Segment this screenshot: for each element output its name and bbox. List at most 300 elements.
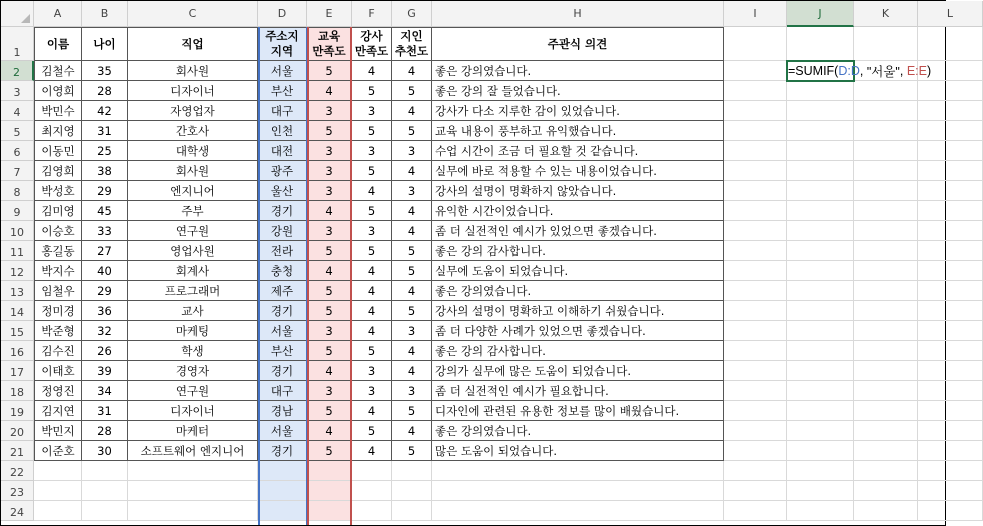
header-age[interactable]: 나이 [82,27,128,61]
cell-age[interactable]: 28 [82,421,128,441]
column-header-b[interactable]: B [82,1,128,27]
cell-job[interactable]: 교사 [128,301,258,321]
grid-cell[interactable] [918,101,983,121]
grid-cell[interactable] [787,341,854,361]
cell-comment[interactable]: 교육 내용이 풍부하고 유익했습니다. [432,121,724,141]
cell-inst[interactable]: 3 [352,101,392,121]
row-header-1[interactable]: 1 [1,27,34,61]
cell-comment[interactable]: 실무에 바로 적용할 수 있는 내용이었습니다. [432,161,724,181]
cell-region[interactable]: 인천 [258,121,307,141]
cell-job[interactable]: 자영업자 [128,101,258,121]
grid-cell[interactable] [724,281,787,301]
cell-age[interactable]: 28 [82,81,128,101]
cell-region[interactable]: 부산 [258,341,307,361]
grid-cell[interactable] [82,481,128,501]
cell-rec[interactable]: 4 [392,341,432,361]
cell-name[interactable]: 박민수 [34,101,82,121]
grid-cell[interactable] [432,461,724,481]
cell-rec[interactable]: 3 [392,321,432,341]
cell-rec[interactable]: 5 [392,261,432,281]
row-header-2[interactable]: 2 [1,61,34,81]
grid-cell[interactable] [918,361,983,381]
row-header-16[interactable]: 16 [1,341,34,361]
grid-cell[interactable] [432,501,724,521]
grid-cell[interactable] [918,481,983,501]
column-header-g[interactable]: G [392,1,432,27]
cell-inst[interactable]: 4 [352,281,392,301]
grid-cell[interactable] [918,441,983,461]
grid-cell[interactable] [34,481,82,501]
cell-edu[interactable]: 5 [307,121,352,141]
grid-cell[interactable] [258,481,307,501]
grid-cell[interactable] [352,481,392,501]
column-header-c[interactable]: C [128,1,258,27]
cell-comment[interactable]: 좋은 강의였습니다. [432,281,724,301]
row-header-15[interactable]: 15 [1,321,34,341]
grid-cell[interactable] [918,241,983,261]
cell-rec[interactable]: 4 [392,61,432,81]
cell-inst[interactable]: 4 [352,181,392,201]
column-header-l[interactable]: L [918,1,983,27]
cell-age[interactable]: 39 [82,361,128,381]
cell-age[interactable]: 29 [82,181,128,201]
grid-cell[interactable] [787,501,854,521]
grid-cell[interactable] [854,341,918,361]
cell-edu[interactable]: 3 [307,221,352,241]
cell-rec[interactable]: 3 [392,181,432,201]
column-header-a[interactable]: A [34,1,82,27]
row-header-10[interactable]: 10 [1,221,34,241]
cell-job[interactable]: 마케팅 [128,321,258,341]
grid-cell[interactable] [724,401,787,421]
cell-age[interactable]: 34 [82,381,128,401]
cell-edu[interactable]: 5 [307,341,352,361]
header-job[interactable]: 직업 [128,27,258,61]
cell-region[interactable]: 서울 [258,421,307,441]
cell-comment[interactable]: 수업 시간이 조금 더 필요할 것 같습니다. [432,141,724,161]
grid-cell[interactable] [724,81,787,101]
row-header-4[interactable]: 4 [1,101,34,121]
row-header-24[interactable]: 24 [1,501,34,521]
cell-edu[interactable]: 5 [307,241,352,261]
cell-name[interactable]: 김지연 [34,401,82,421]
cell-comment[interactable]: 강사가 다소 지루한 감이 있었습니다. [432,101,724,121]
cell-edu[interactable]: 4 [307,421,352,441]
cell-comment[interactable]: 유익한 시간이었습니다. [432,201,724,221]
column-header-k[interactable]: K [854,1,918,27]
cell-rec[interactable]: 4 [392,281,432,301]
grid-cell[interactable] [918,321,983,341]
grid-cell[interactable] [854,321,918,341]
cell-comment[interactable]: 좋은 강의 감사합니다. [432,241,724,261]
grid-cell[interactable] [787,81,854,101]
grid-cell[interactable] [724,201,787,221]
cell-comment[interactable]: 좋은 강의 감사합니다. [432,341,724,361]
cell-region[interactable]: 제주 [258,281,307,301]
grid-cell[interactable] [432,481,724,501]
cell-job[interactable]: 디자이너 [128,81,258,101]
grid-cell[interactable] [787,381,854,401]
formula-edit[interactable] [788,61,931,81]
grid-cell[interactable] [128,501,258,521]
grid-cell[interactable] [34,501,82,521]
cell-name[interactable]: 박준형 [34,321,82,341]
grid-cell[interactable] [918,421,983,441]
grid-cell[interactable] [918,341,983,361]
cell-job[interactable]: 마케터 [128,421,258,441]
cell-job[interactable]: 엔지니어 [128,181,258,201]
grid-cell[interactable] [918,27,983,61]
cell-name[interactable]: 이승호 [34,221,82,241]
cell-job[interactable]: 회사원 [128,161,258,181]
cell-region[interactable]: 광주 [258,161,307,181]
grid-cell[interactable] [854,141,918,161]
cell-inst[interactable]: 5 [352,241,392,261]
grid-cell[interactable] [854,381,918,401]
cell-name[interactable]: 임철우 [34,281,82,301]
grid-cell[interactable] [787,241,854,261]
row-header-17[interactable]: 17 [1,361,34,381]
grid-cell[interactable] [854,241,918,261]
grid-cell[interactable] [34,461,82,481]
cell-age[interactable]: 38 [82,161,128,181]
header-edu-satisfaction[interactable] [307,27,352,61]
grid-cell[interactable] [128,481,258,501]
cell-job[interactable]: 회사원 [128,61,258,81]
grid-cell[interactable] [854,421,918,441]
cell-job[interactable]: 간호사 [128,121,258,141]
cell-rec[interactable]: 5 [392,241,432,261]
cell-name[interactable]: 이동민 [34,141,82,161]
row-header-13[interactable]: 13 [1,281,34,301]
cell-age[interactable]: 35 [82,61,128,81]
cell-region[interactable]: 경기 [258,361,307,381]
cell-comment[interactable]: 좋은 강의였습니다. [432,61,724,81]
cell-comment[interactable]: 디자인에 관련된 유용한 정보를 많이 배웠습니다. [432,401,724,421]
cell-region[interactable]: 경남 [258,401,307,421]
cell-edu[interactable]: 4 [307,261,352,281]
grid-cell[interactable] [918,401,983,421]
grid-cell[interactable] [854,281,918,301]
row-header-20[interactable]: 20 [1,421,34,441]
cell-name[interactable]: 홍길동 [34,241,82,261]
cell-name[interactable]: 박지수 [34,261,82,281]
row-header-7[interactable]: 7 [1,161,34,181]
cell-name[interactable]: 박민지 [34,421,82,441]
grid-cell[interactable] [724,121,787,141]
cell-region[interactable]: 경기 [258,441,307,461]
column-header-j[interactable]: J [787,1,854,27]
grid-cell[interactable] [787,321,854,341]
grid-cell[interactable] [724,241,787,261]
grid-cell[interactable] [724,461,787,481]
cell-edu[interactable]: 3 [307,101,352,121]
cell-name[interactable]: 최지영 [34,121,82,141]
cell-name[interactable]: 김영희 [34,161,82,181]
grid-cell[interactable] [854,101,918,121]
cell-region[interactable]: 대구 [258,101,307,121]
grid-cell[interactable] [854,27,918,61]
grid-cell[interactable] [787,101,854,121]
cell-job[interactable]: 영업사원 [128,241,258,261]
row-header-14[interactable]: 14 [1,301,34,321]
grid-cell[interactable] [724,261,787,281]
grid-cell[interactable] [307,481,352,501]
cell-rec[interactable]: 4 [392,221,432,241]
cell-inst[interactable]: 5 [352,121,392,141]
spreadsheet-grid[interactable] [1,1,954,525]
grid-cell[interactable] [258,501,307,521]
cell-inst[interactable]: 4 [352,261,392,281]
cell-comment[interactable]: 좀 더 실전적인 예시가 필요합니다. [432,381,724,401]
cell-rec[interactable]: 5 [392,441,432,461]
row-header-3[interactable]: 3 [1,81,34,101]
grid-cell[interactable] [918,81,983,101]
grid-cell[interactable] [787,481,854,501]
cell-inst[interactable]: 5 [352,81,392,101]
grid-cell[interactable] [854,181,918,201]
grid-cell[interactable] [724,321,787,341]
row-header-19[interactable]: 19 [1,401,34,421]
cell-comment[interactable]: 강사의 설명이 명확하지 않았습니다. [432,181,724,201]
cell-region[interactable]: 울산 [258,181,307,201]
grid-cell[interactable] [918,381,983,401]
row-header-22[interactable]: 22 [1,461,34,481]
cell-inst[interactable]: 3 [352,221,392,241]
grid-cell[interactable] [724,441,787,461]
cell-edu[interactable]: 3 [307,381,352,401]
cell-job[interactable]: 소프트웨어 엔지니어 [128,441,258,461]
grid-cell[interactable] [724,361,787,381]
cell-comment[interactable]: 강사의 설명이 명확하고 이해하기 쉬웠습니다. [432,301,724,321]
cell-rec[interactable]: 5 [392,121,432,141]
cell-edu[interactable]: 5 [307,281,352,301]
cell-inst[interactable]: 4 [352,401,392,421]
cell-comment[interactable]: 좋은 강의였습니다. [432,421,724,441]
column-header-i[interactable]: I [724,1,787,27]
grid-cell[interactable] [918,161,983,181]
header-recommendation[interactable] [392,27,432,61]
cell-inst[interactable]: 5 [352,161,392,181]
grid-cell[interactable] [352,461,392,481]
cell-job[interactable]: 대학생 [128,141,258,161]
grid-cell[interactable] [918,201,983,221]
grid-cell[interactable] [918,221,983,241]
row-header-6[interactable]: 6 [1,141,34,161]
cell-rec[interactable]: 5 [392,401,432,421]
grid-cell[interactable] [787,161,854,181]
cell-rec[interactable]: 5 [392,301,432,321]
cell-region[interactable]: 대전 [258,141,307,161]
grid-cell[interactable] [854,221,918,241]
cell-edu[interactable]: 5 [307,301,352,321]
cell-region[interactable]: 서울 [258,321,307,341]
cell-age[interactable]: 42 [82,101,128,121]
cell-region[interactable]: 경기 [258,201,307,221]
grid-cell[interactable] [724,181,787,201]
grid-cell[interactable] [854,301,918,321]
cell-age[interactable]: 32 [82,321,128,341]
cell-comment[interactable]: 좀 더 다양한 사례가 있었으면 좋겠습니다. [432,321,724,341]
grid-cell[interactable] [307,501,352,521]
cell-rec[interactable]: 4 [392,161,432,181]
grid-cell[interactable] [787,181,854,201]
cell-job[interactable]: 연구원 [128,381,258,401]
grid-cell[interactable] [918,121,983,141]
grid-cell[interactable] [918,301,983,321]
grid-cell[interactable] [854,441,918,461]
cell-name[interactable]: 정미경 [34,301,82,321]
cell-age[interactable]: 29 [82,281,128,301]
cell-age[interactable]: 27 [82,241,128,261]
grid-cell[interactable] [82,501,128,521]
grid-cell[interactable] [854,501,918,521]
row-header-21[interactable]: 21 [1,441,34,461]
grid-cell[interactable] [787,421,854,441]
cell-region[interactable]: 서울 [258,61,307,81]
grid-cell[interactable] [787,27,854,61]
cell-region[interactable]: 경기 [258,301,307,321]
cell-name[interactable]: 이태호 [34,361,82,381]
cell-age[interactable]: 25 [82,141,128,161]
cell-name[interactable]: 김수진 [34,341,82,361]
cell-job[interactable]: 회계사 [128,261,258,281]
row-header-5[interactable]: 5 [1,121,34,141]
cell-age[interactable]: 33 [82,221,128,241]
grid-cell[interactable] [724,27,787,61]
row-header-18[interactable]: 18 [1,381,34,401]
cell-region[interactable]: 강원 [258,221,307,241]
cell-rec[interactable]: 4 [392,101,432,121]
cell-job[interactable]: 주부 [128,201,258,221]
column-header-e[interactable]: E [307,1,352,27]
header-name[interactable]: 이름 [34,27,82,61]
grid-cell[interactable] [787,121,854,141]
cell-inst[interactable]: 5 [352,421,392,441]
cell-age[interactable]: 40 [82,261,128,281]
header-comment[interactable]: 주관식 의견 [432,27,724,61]
cell-name[interactable]: 정영진 [34,381,82,401]
column-header-f[interactable]: F [352,1,392,27]
cell-name[interactable]: 박성호 [34,181,82,201]
cell-name[interactable]: 김철수 [34,61,82,81]
grid-cell[interactable] [787,221,854,241]
grid-cell[interactable] [724,221,787,241]
grid-cell[interactable] [854,261,918,281]
header-region[interactable] [258,27,307,61]
cell-inst[interactable]: 3 [352,361,392,381]
row-header-12[interactable]: 12 [1,261,34,281]
cell-edu[interactable]: 5 [307,401,352,421]
cell-inst[interactable]: 3 [352,381,392,401]
cell-age[interactable]: 31 [82,401,128,421]
grid-cell[interactable] [854,201,918,221]
grid-cell[interactable] [392,481,432,501]
cell-region[interactable]: 전라 [258,241,307,261]
cell-job[interactable]: 디자이너 [128,401,258,421]
cell-age[interactable]: 30 [82,441,128,461]
grid-cell[interactable] [918,181,983,201]
grid-cell[interactable] [918,461,983,481]
cell-edu[interactable]: 4 [307,201,352,221]
cell-rec[interactable]: 5 [392,81,432,101]
cell-name[interactable]: 이준호 [34,441,82,461]
cell-inst[interactable]: 4 [352,61,392,81]
cell-job[interactable]: 연구원 [128,221,258,241]
grid-cell[interactable] [918,501,983,521]
grid-cell[interactable] [724,101,787,121]
cell-rec[interactable]: 3 [392,381,432,401]
column-header-h[interactable]: H [432,1,724,27]
cell-rec[interactable]: 3 [392,141,432,161]
grid-cell[interactable] [724,301,787,321]
grid-cell[interactable] [128,461,258,481]
grid-cell[interactable] [724,381,787,401]
cell-region[interactable]: 충청 [258,261,307,281]
cell-region[interactable]: 부산 [258,81,307,101]
row-header-11[interactable]: 11 [1,241,34,261]
cell-name[interactable]: 이영희 [34,81,82,101]
cell-inst[interactable]: 4 [352,301,392,321]
select-all-corner[interactable] [1,1,34,27]
row-header-8[interactable]: 8 [1,181,34,201]
grid-cell[interactable] [854,481,918,501]
column-header-d[interactable]: D [258,1,307,27]
cell-rec[interactable]: 4 [392,201,432,221]
grid-cell[interactable] [854,81,918,101]
cell-edu[interactable]: 4 [307,81,352,101]
cell-age[interactable]: 31 [82,121,128,141]
cell-comment[interactable]: 좋은 강의 잘 들었습니다. [432,81,724,101]
cell-job[interactable]: 학생 [128,341,258,361]
grid-cell[interactable] [392,501,432,521]
cell-comment[interactable]: 강의가 실무에 많은 도움이 되었습니다. [432,361,724,381]
grid-cell[interactable] [724,61,787,81]
cell-edu[interactable]: 3 [307,321,352,341]
cell-comment[interactable]: 많은 도움이 되었습니다. [432,441,724,461]
grid-cell[interactable] [392,461,432,481]
grid-cell[interactable] [787,261,854,281]
row-header-23[interactable]: 23 [1,481,34,501]
cell-rec[interactable]: 4 [392,361,432,381]
cell-comment[interactable]: 좀 더 실전적인 예시가 있었으면 좋겠습니다. [432,221,724,241]
grid-cell[interactable] [787,441,854,461]
cell-inst[interactable]: 5 [352,341,392,361]
grid-cell[interactable] [724,341,787,361]
grid-cell[interactable] [787,401,854,421]
cell-inst[interactable]: 3 [352,141,392,161]
cell-comment[interactable]: 실무에 도움이 되었습니다. [432,261,724,281]
cell-edu[interactable]: 4 [307,361,352,381]
grid-cell[interactable] [724,481,787,501]
cell-edu[interactable]: 3 [307,181,352,201]
grid-cell[interactable] [918,261,983,281]
grid-cell[interactable] [787,141,854,161]
grid-cell[interactable] [724,161,787,181]
cell-edu[interactable]: 5 [307,61,352,81]
cell-inst[interactable]: 4 [352,321,392,341]
cell-name[interactable]: 김미영 [34,201,82,221]
grid-cell[interactable] [724,501,787,521]
cell-job[interactable]: 경영자 [128,361,258,381]
grid-cell[interactable] [787,281,854,301]
cell-region[interactable]: 대구 [258,381,307,401]
grid-cell[interactable] [352,501,392,521]
grid-cell[interactable] [854,121,918,141]
header-instructor-satisfaction[interactable] [352,27,392,61]
grid-cell[interactable] [918,281,983,301]
grid-cell[interactable] [918,141,983,161]
